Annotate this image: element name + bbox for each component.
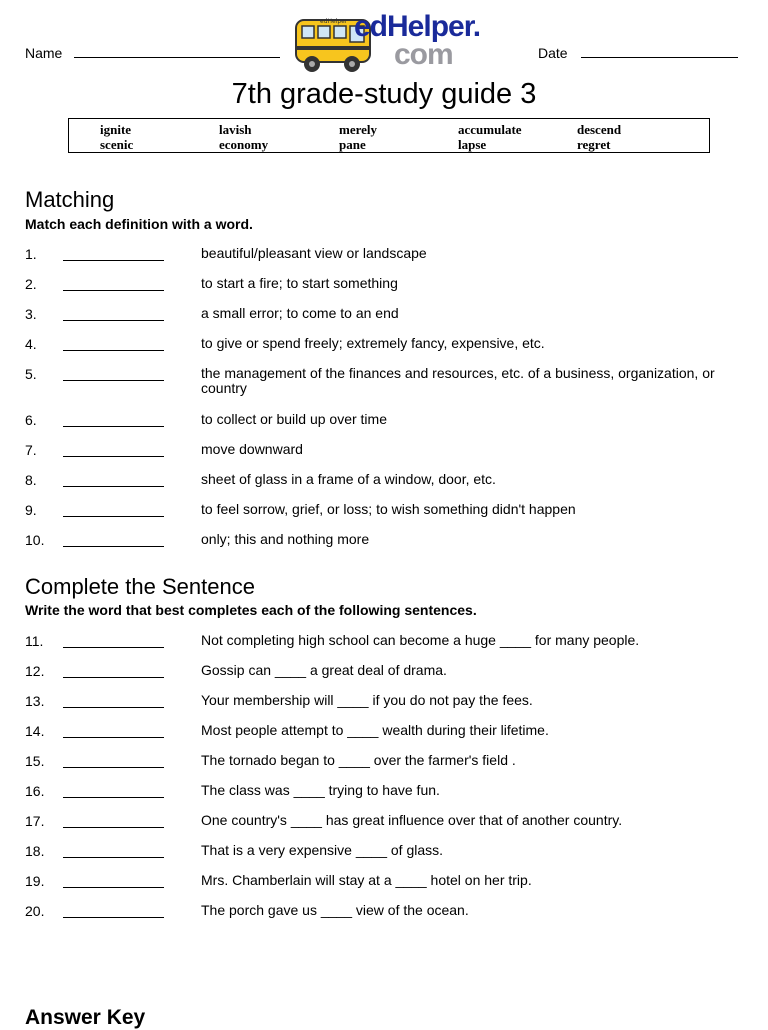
page-title: 7th grade-study guide 3 bbox=[231, 78, 537, 110]
word-bank-word: accumulate bbox=[458, 122, 522, 137]
answer-blank[interactable] bbox=[63, 426, 164, 427]
item-number: 4. bbox=[25, 336, 37, 352]
item-number: 6. bbox=[25, 412, 37, 428]
item-text: The class was ____ trying to have fun. bbox=[201, 782, 440, 798]
item-number: 14. bbox=[25, 723, 45, 739]
item-text: the management of the finances and resources, etc. of a business, organization, or country bbox=[201, 365, 715, 396]
item-number: 11. bbox=[25, 633, 44, 649]
answer-key-title: Answer Key bbox=[25, 1006, 146, 1029]
item-number: 10. bbox=[25, 532, 45, 548]
item-text: to collect or build up over time bbox=[201, 411, 387, 427]
answer-blank[interactable] bbox=[63, 456, 164, 457]
word-bank-word: scenic bbox=[100, 137, 134, 152]
logo-brand-primary: edHelper. bbox=[354, 10, 481, 43]
answer-blank[interactable] bbox=[63, 917, 164, 918]
item-number: 17. bbox=[25, 813, 45, 829]
item-text: One country's ____ has great influence over that of another country. bbox=[201, 812, 623, 828]
item-text: move downward bbox=[201, 441, 303, 457]
item-text: Most people attempt to ____ wealth during their lifetime. bbox=[201, 722, 549, 738]
item-number: 20. bbox=[25, 903, 45, 919]
answer-blank[interactable] bbox=[63, 887, 164, 888]
item-text: Gossip can ____ a great deal of drama. bbox=[201, 662, 447, 678]
item-number: 19. bbox=[25, 873, 45, 889]
word-bank bbox=[68, 118, 710, 153]
answer-blank[interactable] bbox=[63, 647, 164, 648]
word-bank-word: economy bbox=[219, 137, 269, 152]
item-text: to feel sorrow, grief, or loss; to wish something didn't happen bbox=[201, 501, 576, 517]
item-text: to start a fire; to start something bbox=[201, 275, 398, 291]
answer-blank[interactable] bbox=[63, 677, 164, 678]
item-number: 8. bbox=[25, 472, 37, 488]
name-label: Name bbox=[25, 45, 63, 61]
logo-brand-secondary: com bbox=[394, 38, 453, 71]
complete-instructions: Write the word that best completes each of the following sentences. bbox=[25, 602, 477, 618]
complete-section-title: Complete the Sentence bbox=[25, 574, 255, 599]
answer-blank[interactable] bbox=[63, 290, 164, 291]
word-bank-word: lapse bbox=[458, 137, 487, 152]
item-number: 1. bbox=[25, 246, 37, 262]
word-bank-word: regret bbox=[577, 137, 611, 152]
answer-blank[interactable] bbox=[63, 350, 164, 351]
edhelper-logo bbox=[294, 12, 484, 76]
answer-blank[interactable] bbox=[63, 827, 164, 828]
answer-blank[interactable] bbox=[63, 707, 164, 708]
item-text: Your membership will ____ if you do not pay the fees. bbox=[201, 692, 533, 708]
word-bank-word: ignite bbox=[100, 122, 132, 137]
item-text: That is a very expensive ____ of glass. bbox=[201, 842, 444, 858]
date-label: Date bbox=[538, 45, 568, 61]
item-text: Not completing high school can become a huge ____ for many people. bbox=[201, 632, 640, 648]
word-bank-word: merely bbox=[339, 122, 378, 137]
bus-label: edHelper bbox=[320, 18, 348, 25]
item-number: 5. bbox=[25, 366, 37, 382]
item-number: 3. bbox=[25, 306, 37, 322]
name-field[interactable] bbox=[74, 57, 280, 58]
item-number: 16. bbox=[25, 783, 45, 799]
answer-blank[interactable] bbox=[63, 516, 164, 517]
item-number: 9. bbox=[25, 502, 37, 518]
item-text: sheet of glass in a frame of a window, door, etc. bbox=[201, 471, 496, 487]
item-text: to give or spend freely; extremely fancy, expensive, etc. bbox=[201, 335, 545, 351]
item-text: a small error; to come to an end bbox=[201, 305, 399, 321]
matching-instructions: Match each definition with a word. bbox=[25, 216, 253, 232]
word-bank-word: pane bbox=[339, 137, 366, 152]
item-text: beautiful/pleasant view or landscape bbox=[201, 245, 427, 261]
answer-blank[interactable] bbox=[63, 737, 164, 738]
date-field[interactable] bbox=[581, 57, 738, 58]
answer-blank[interactable] bbox=[63, 260, 164, 261]
answer-blank[interactable] bbox=[63, 797, 164, 798]
matching-section-title: Matching bbox=[25, 187, 115, 212]
answer-blank[interactable] bbox=[63, 320, 164, 321]
answer-blank[interactable] bbox=[63, 546, 164, 547]
answer-blank[interactable] bbox=[63, 857, 164, 858]
item-number: 2. bbox=[25, 276, 37, 292]
answer-blank[interactable] bbox=[63, 380, 164, 381]
item-number: 15. bbox=[25, 753, 45, 769]
item-text: Mrs. Chamberlain will stay at a ____ hotel on her trip. bbox=[201, 872, 532, 888]
item-number: 18. bbox=[25, 843, 45, 859]
answer-blank[interactable] bbox=[63, 767, 164, 768]
item-text: only; this and nothing more bbox=[201, 531, 370, 547]
answer-blank[interactable] bbox=[63, 486, 164, 487]
item-text: The tornado began to ____ over the farmer's field . bbox=[201, 752, 516, 768]
item-number: 12. bbox=[25, 663, 45, 679]
word-bank-word: lavish bbox=[219, 122, 252, 137]
word-bank-word: descend bbox=[577, 122, 622, 137]
item-text: The porch gave us ____ view of the ocean. bbox=[201, 902, 469, 918]
item-number: 7. bbox=[25, 442, 37, 458]
item-number: 13. bbox=[25, 693, 45, 709]
